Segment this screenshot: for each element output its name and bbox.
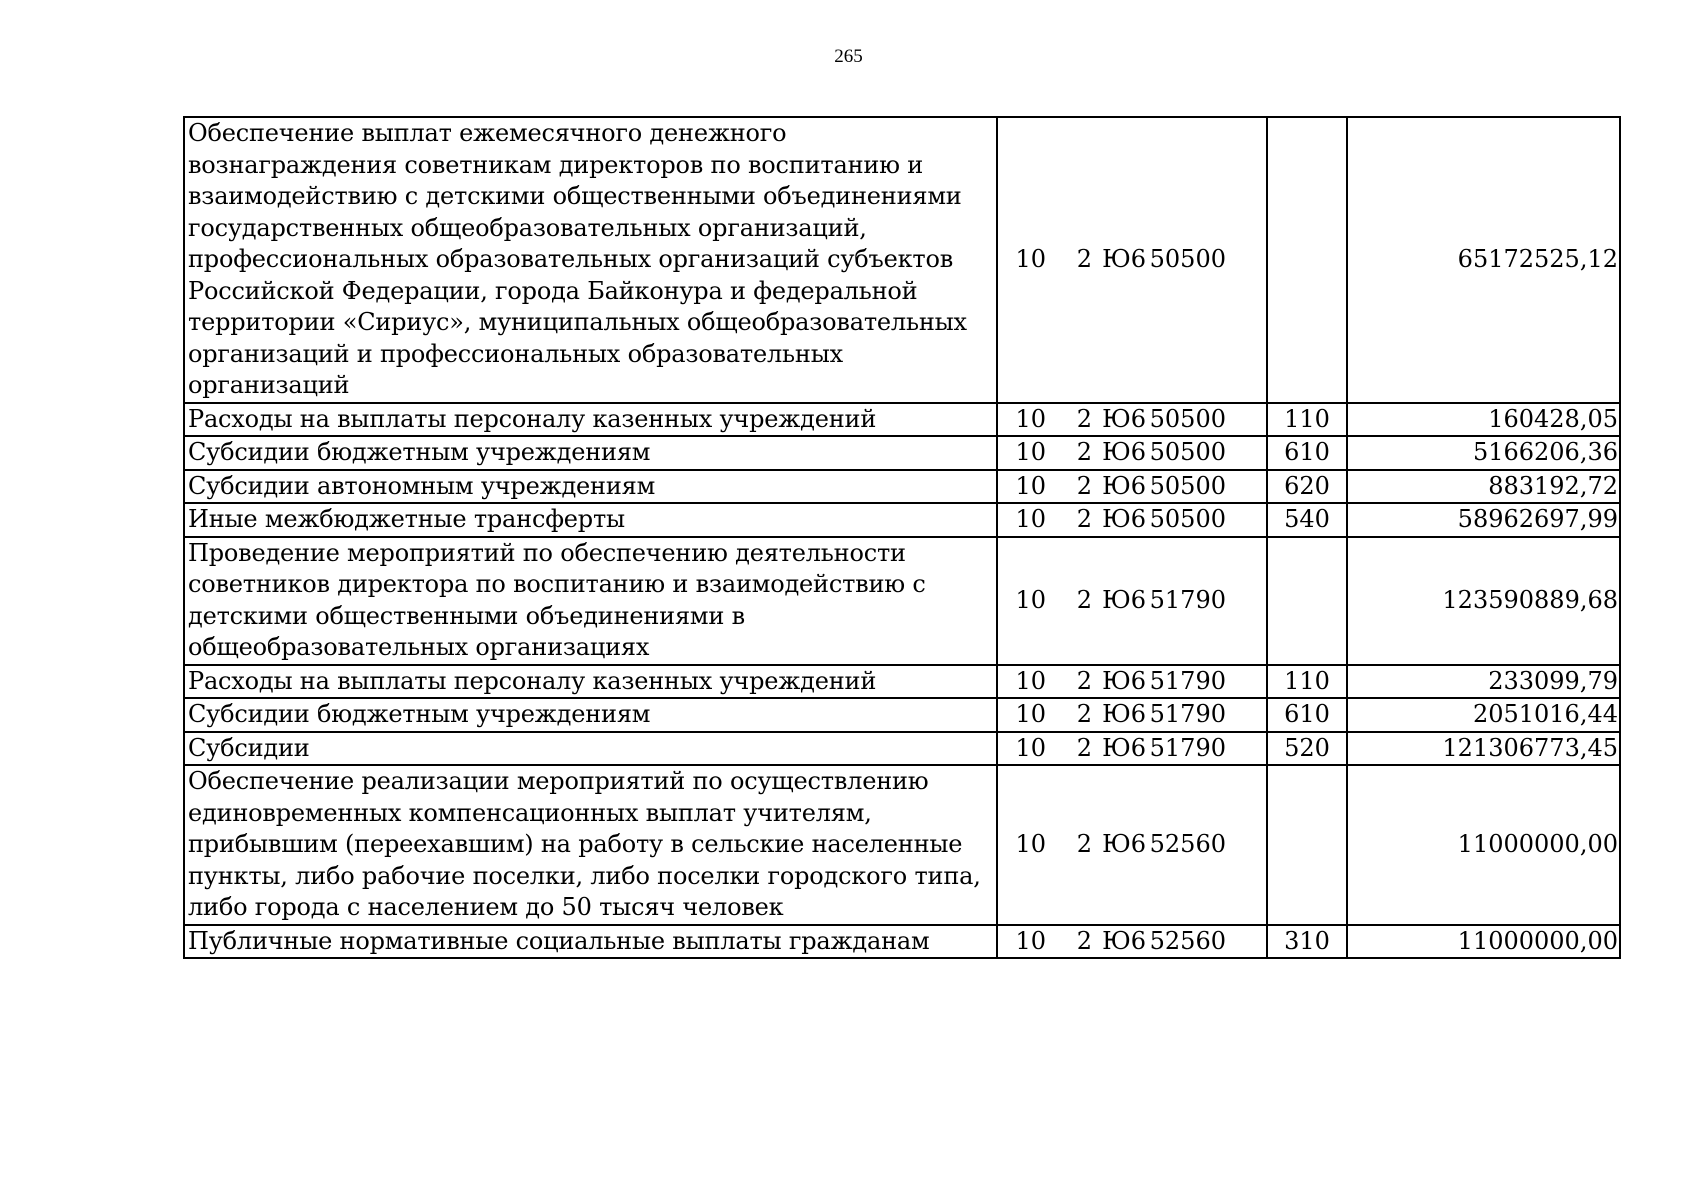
row-description: Расходы на выплаты персоналу казенных учреждений: [184, 665, 997, 699]
section-code: 10: [1015, 505, 1046, 533]
section-code: 10: [1015, 700, 1046, 728]
article-code: 52560: [1149, 830, 1226, 858]
expense-type-code: 110: [1267, 403, 1347, 437]
budget-table-body: [184, 117, 1620, 958]
subsection-code: 2: [1076, 700, 1092, 728]
program-code: Ю6: [1102, 700, 1146, 728]
row-amount: 11000000,00: [1347, 765, 1620, 925]
row-codes: [997, 665, 1267, 699]
article-code: 50500: [1149, 438, 1226, 466]
row-description: Проведение мероприятий по обеспечению деятельности советников директора по воспитанию и взаимодействию с детскими общественными объединениями в общеобразовательных организациях: [184, 537, 997, 665]
row-amount: 160428,05: [1347, 403, 1620, 437]
article-code: 51790: [1149, 733, 1226, 762]
table-row: [184, 925, 1620, 959]
row-amount: 233099,79: [1347, 665, 1620, 699]
row-codes: [997, 117, 1267, 403]
row-codes: [997, 925, 1267, 959]
article-code: 51790: [1149, 666, 1226, 695]
row-amount: 121306773,45: [1347, 732, 1620, 766]
table-row: [184, 117, 1620, 403]
row-codes: [997, 765, 1267, 925]
subsection-code: 2: [1076, 733, 1092, 762]
row-codes: [997, 503, 1267, 537]
section-code: 10: [1015, 830, 1046, 858]
section-code: 10: [1015, 404, 1046, 433]
subsection-code: 2: [1076, 585, 1092, 614]
expense-type-code: [1267, 765, 1347, 925]
section-code: 10: [1015, 245, 1046, 273]
article-code: 52560: [1149, 926, 1226, 955]
expense-type-code: [1267, 537, 1347, 665]
subsection-code: 2: [1076, 505, 1092, 533]
table-row: [184, 537, 1620, 665]
article-code: 50500: [1149, 404, 1226, 433]
expense-type-code: [1267, 117, 1347, 403]
row-amount: 123590889,68: [1347, 537, 1620, 665]
subsection-code: 2: [1076, 438, 1092, 466]
table-row: [184, 503, 1620, 537]
program-code: Ю6: [1102, 733, 1146, 762]
row-codes: [997, 436, 1267, 470]
section-code: 10: [1015, 733, 1046, 762]
article-code: 50500: [1149, 505, 1226, 533]
table-row: [184, 732, 1620, 766]
expense-type-code: 610: [1267, 698, 1347, 732]
row-amount: 11000000,00: [1347, 925, 1620, 959]
section-code: 10: [1015, 926, 1046, 955]
subsection-code: 2: [1076, 245, 1092, 273]
table-row: [184, 470, 1620, 504]
table-row: [184, 403, 1620, 437]
subsection-code: 2: [1076, 926, 1092, 955]
expense-type-code: 310: [1267, 925, 1347, 959]
table-row: [184, 665, 1620, 699]
article-code: 50500: [1149, 471, 1226, 500]
program-code: Ю6: [1102, 666, 1146, 695]
program-code: Ю6: [1102, 438, 1146, 466]
row-description: Иные межбюджетные трансферты: [184, 503, 997, 537]
row-amount: 65172525,12: [1347, 117, 1620, 403]
program-code: Ю6: [1102, 245, 1146, 273]
program-code: Ю6: [1102, 830, 1146, 858]
expense-type-code: 110: [1267, 665, 1347, 699]
row-amount: 883192,72: [1347, 470, 1620, 504]
article-code: 51790: [1149, 700, 1226, 728]
article-code: 50500: [1149, 245, 1226, 273]
row-amount: 58962697,99: [1347, 503, 1620, 537]
table-row: [184, 765, 1620, 925]
row-description: Расходы на выплаты персоналу казенных учреждений: [184, 403, 997, 437]
row-codes: [997, 403, 1267, 437]
row-codes: [997, 470, 1267, 504]
program-code: Ю6: [1102, 505, 1146, 533]
row-codes: [997, 537, 1267, 665]
page-number: 265: [834, 46, 863, 67]
row-description: Субсидии бюджетным учреждениям: [184, 436, 997, 470]
expense-type-code: 540: [1267, 503, 1347, 537]
row-description: Субсидии бюджетным учреждениям: [184, 698, 997, 732]
table-row: [184, 436, 1620, 470]
subsection-code: 2: [1076, 471, 1092, 500]
section-code: 10: [1015, 438, 1046, 466]
section-code: 10: [1015, 471, 1046, 500]
expense-type-code: 610: [1267, 436, 1347, 470]
row-description: Обеспечение выплат ежемесячного денежного вознаграждения советникам директоров по воспитанию и взаимодействию с детскими общественными объединениями государственных общеобразовательных организаций, профессиональных образовательных организаций субъектов Российской Федерации, города Байконура и федеральной территории «Сириус», муниципальных общеобразовательных организаций и профессиональных образовательных организаций: [184, 117, 997, 403]
row-codes: [997, 698, 1267, 732]
program-code: Ю6: [1102, 585, 1146, 614]
row-codes: [997, 732, 1267, 766]
program-code: Ю6: [1102, 404, 1146, 433]
row-description: Субсидии: [184, 732, 997, 766]
article-code: 51790: [1149, 585, 1226, 614]
row-description: Обеспечение реализации мероприятий по осуществлению единовременных компенсационных выплат учителям, прибывшим (переехавшим) на работу в сельские населенные пункты, либо рабочие поселки, либо поселки городского типа, либо города с населением до 50 тысяч человек: [184, 765, 997, 925]
expense-type-code: 620: [1267, 470, 1347, 504]
row-description: Публичные нормативные социальные выплаты гражданам: [184, 925, 997, 959]
subsection-code: 2: [1076, 666, 1092, 695]
table-row: [184, 698, 1620, 732]
section-code: 10: [1015, 666, 1046, 695]
budget-table: [183, 116, 1621, 959]
program-code: Ю6: [1102, 926, 1146, 955]
section-code: 10: [1015, 585, 1046, 614]
row-description: Субсидии автономным учреждениям: [184, 470, 997, 504]
program-code: Ю6: [1102, 471, 1146, 500]
expense-type-code: 520: [1267, 732, 1347, 766]
row-amount: 5166206,36: [1347, 436, 1620, 470]
row-amount: 2051016,44: [1347, 698, 1620, 732]
subsection-code: 2: [1076, 404, 1092, 433]
subsection-code: 2: [1076, 830, 1092, 858]
